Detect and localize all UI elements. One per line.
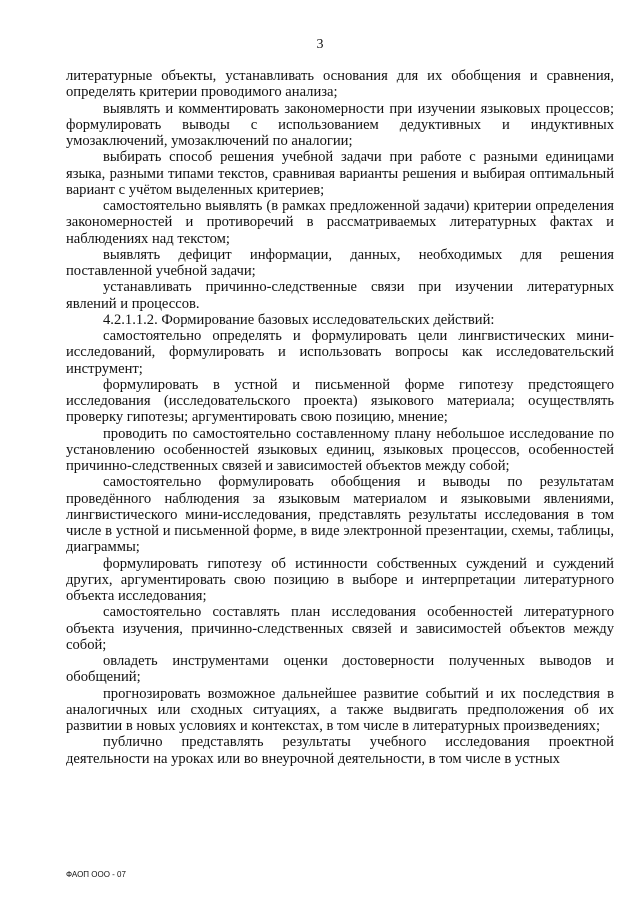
paragraph: проводить по самостоятельно составленному плану небольшое исследование по установлению особенностей языковых единиц, языковых процессов, особенностей причинно-следственных связей и зависимостей объектов между собой; <box>66 425 614 474</box>
paragraph: самостоятельно формулировать обобщения и выводы по результатам проведённого наблюдения за языковым материалом и языковыми явлениями, лингвистического мини-исследования, представлять результаты исследования в том числе в устной и письменной форме, в виде электронной презентации, схемы, таблицы, диаграммы; <box>66 474 614 556</box>
paragraph: выявлять дефицит информации, данных, необходимых для решения поставленной учебной задачи; <box>66 246 614 279</box>
paragraph: публично представлять результаты учебного исследования проектной деятельности на уроках или во внеурочной деятельности, в том числе в устных <box>66 734 614 767</box>
paragraph: выбирать способ решения учебной задачи при работе с разными единицами языка, разными типами текстов, сравнивая варианты решения и выбирая оптимальный вариант с учётом выделенных критериев; <box>66 149 614 198</box>
section-heading: 4.2.1.1.2. Формирование базовых исследовательских действий: <box>103 311 495 328</box>
paragraph: формулировать гипотезу об истинности собственных суждений и суждений других, аргументировать свою позицию в выборе и интерпретации литературного объекта исследования; <box>66 555 614 604</box>
paragraph: литературные объекты, устанавливать основания для их обобщения и сравнения, определять критерии проводимого анализа; <box>66 68 614 101</box>
document-footer: ФАОП ООО - 07 <box>66 870 126 879</box>
body-text <box>66 68 614 767</box>
paragraph: прогнозировать возможное дальнейшее развитие событий и их последствия в аналогичных или сходных ситуациях, а также выдвигать предположения об их развитии в новых условиях и контекстах, в том числе в литературных произведениях; <box>66 685 614 734</box>
paragraph: самостоятельно определять и формулировать цели лингвистических мини-исследований, формулировать и использовать вопросы как исследовательский инструмент; <box>66 328 614 377</box>
paragraph: самостоятельно выявлять (в рамках предложенной задачи) критерии определения закономерностей и противоречий в рассматриваемых литературных фактах и наблюдениях над текстом; <box>66 198 614 247</box>
paragraph: самостоятельно составлять план исследования особенностей литературного объекта изучения, причинно-следственных связей и зависимостей объектов между собой; <box>66 604 614 653</box>
paragraph: овладеть инструментами оценки достоверности полученных выводов и обобщений; <box>66 653 614 686</box>
page-number: 3 <box>316 37 324 52</box>
paragraph: выявлять и комментировать закономерности при изучении языковых процессов; формулировать выводы с использованием дедуктивных и индуктивных умозаключений, умозаключений по аналогии; <box>66 100 614 149</box>
paragraph: устанавливать причинно-следственные связи при изучении литературных явлений и процессов. <box>66 279 614 312</box>
paragraph: формулировать в устной и письменной форме гипотезу предстоящего исследования (исследовательского проекта) языкового материала; осуществлять проверку гипотезы; аргументировать свою позицию, мнение; <box>66 376 614 426</box>
